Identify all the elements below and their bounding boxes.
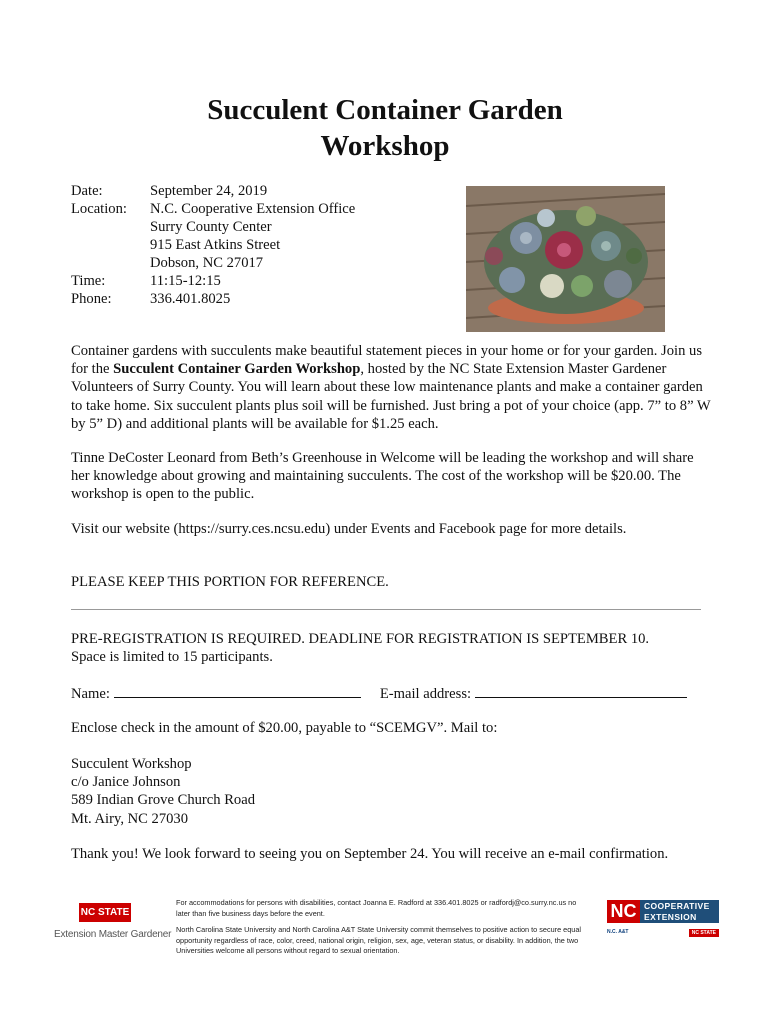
equal-opportunity-notice: North Carolina State University and North Carolina A&T State University commit themselves to positive action to secure equal opportunity regardless of race, color, creed, national origin, religion, sex, age, veteran status, or disability. In addition, the two Universities welcome all persons without regard to sexual orientation. bbox=[176, 925, 582, 956]
nc-cooperative-extension-logo: NC COOPERATIVE EXTENSION N.C. A&T NC STATE bbox=[607, 900, 719, 937]
location-line: N.C. Cooperative Extension Office bbox=[150, 201, 356, 217]
email-label: E-mail address: bbox=[379, 686, 472, 702]
divider-line bbox=[71, 609, 701, 610]
phone-value: 336.401.8025 bbox=[150, 291, 231, 307]
check-instructions: Enclose check in the amount of $20.00, payable to “SCEMGV”. Mail to: bbox=[71, 720, 498, 736]
nce-nc-mark: NC bbox=[607, 900, 640, 923]
date-label: Date: bbox=[71, 183, 103, 199]
name-field[interactable] bbox=[114, 683, 361, 698]
registration-requirement: PRE-REGISTRATION IS REQUIRED. DEADLINE FOR REGISTRATION IS SEPTEMBER 10. Space is limited to 15 participants. bbox=[71, 631, 650, 666]
name-email-line bbox=[71, 683, 731, 703]
mailing-address: Succulent Workshop c/o Janice Johnson 589 Indian Grove Church Road Mt. Airy, NC 27030 bbox=[71, 756, 256, 827]
page-title bbox=[0, 92, 770, 164]
name-label: Name: bbox=[71, 686, 110, 702]
extension-master-gardener-logo bbox=[54, 903, 172, 940]
location-line: Surry County Center bbox=[150, 219, 272, 235]
ncat-logo: N.C. A&T bbox=[607, 929, 629, 935]
time-value: 11:15-12:15 bbox=[150, 273, 221, 289]
location-line: Dobson, NC 27017 bbox=[150, 255, 264, 271]
date-value: September 24, 2019 bbox=[150, 183, 268, 199]
event-info bbox=[71, 182, 355, 308]
ncstate-small-logo: NC STATE bbox=[689, 929, 719, 937]
location-label: Location: bbox=[71, 201, 127, 217]
time-label: Time: bbox=[71, 273, 106, 289]
emg-text: Extension Master Gardener bbox=[54, 929, 172, 940]
email-field[interactable] bbox=[475, 683, 687, 698]
thank-you: Thank you! We look forward to seeing you on September 24. You will receive an e-mail confirmation. bbox=[71, 846, 669, 862]
speaker-paragraph: Tinne DeCoster Leonard from Beth’s Greenhouse in Welcome will be leading the workshop and will share her knowledge about growing and maintaining succulents. The cost of the workshop will be $20.00. The workshop is open to the public. bbox=[71, 450, 694, 503]
keep-notice: PLEASE KEEP THIS PORTION FOR REFERENCE. bbox=[71, 574, 389, 590]
title-line-2: Workshop bbox=[320, 130, 450, 162]
location-line: 915 East Atkins Street bbox=[150, 237, 281, 253]
phone-label: Phone: bbox=[71, 291, 112, 307]
workshop-name: Succulent Container Garden Workshop bbox=[113, 361, 361, 378]
website-paragraph: Visit our website (https://surry.ces.ncsu.edu) under Events and Facebook page for more details. bbox=[71, 521, 627, 537]
ncstate-logo: NC STATE bbox=[79, 903, 131, 922]
succulent-photo bbox=[466, 186, 665, 332]
accommodation-notice: For accommodations for persons with disabilities, contact Joanna E. Radford at 336.401.8025 or radfordj@co.surry.nc.us no later than five business days before the event. bbox=[176, 898, 577, 918]
title-line-1: Succulent Container Garden bbox=[207, 94, 563, 126]
intro-paragraph: Container gardens with succulents make beautiful statement pieces in your home or for your garden. Join us for the Succulent Container Garden Workshop, hosted by the NC State Extension Master Gardener Volunteers of Surry County. You will learn about these low maintenance plants and make a container garden to take home. Six succulent plants plus soil will be furnished. Just bring a pot of your choice (app. 7” to 8” W by 5” D) and additional plants will be available for $1.25 each. bbox=[71, 343, 711, 432]
